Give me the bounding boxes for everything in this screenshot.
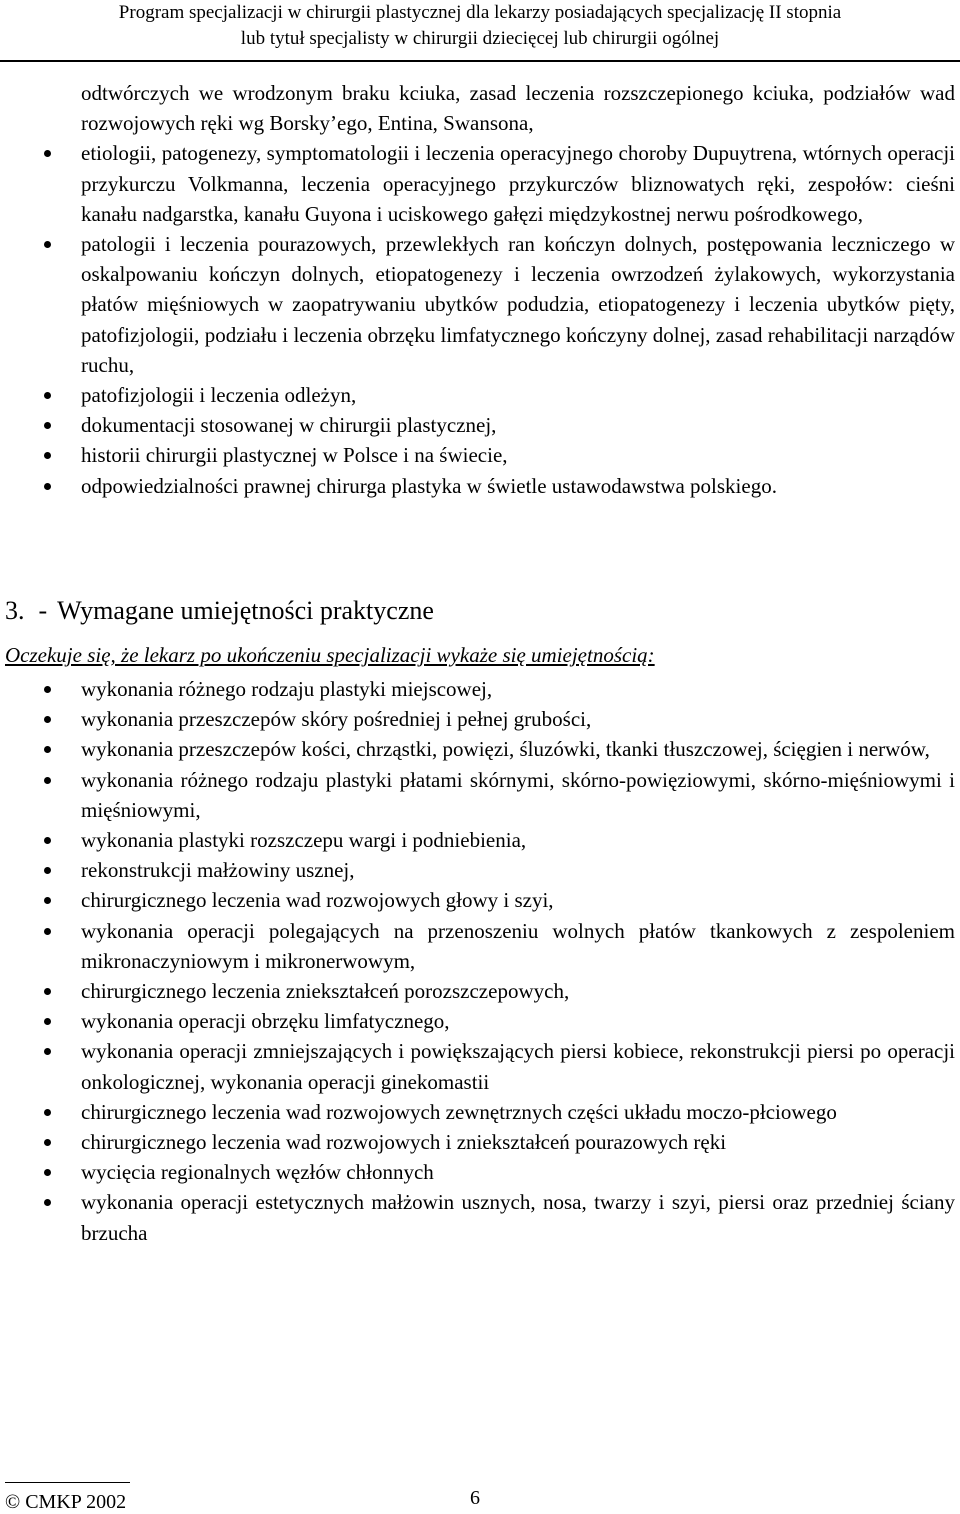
- page-number: 6: [470, 1487, 480, 1509]
- list-item: [0, 1127, 960, 1157]
- list-item-text: dokumentacji stosowanej w chirurgii plastycznej,: [81, 413, 497, 438]
- section-title: Wymagane umiejętności praktyczne: [57, 596, 434, 625]
- list-item-text: wykonania operacji polegających na przenoszeniu wolnych płatów tkankowych z zespoleniem mikronaczyniowym i mikronerwowym,: [81, 918, 955, 973]
- list-item: [0, 916, 960, 976]
- list-item: [0, 1097, 960, 1127]
- list-item-text: chirurgicznego leczenia zniekształceń porozszczepowych,: [81, 979, 570, 1004]
- list-item-text: chirurgicznego leczenia wad rozwojowych głowy i szyi,: [81, 888, 554, 913]
- list-item-text: historii chirurgii plastycznej w Polsce i na świecie,: [81, 443, 508, 468]
- list-item: [0, 765, 960, 825]
- list-item: [0, 1187, 960, 1247]
- list-item: [0, 885, 960, 915]
- section-dash: -: [38, 596, 48, 625]
- list-item: [0, 229, 960, 380]
- page-header: [0, 0, 960, 62]
- list-item-text: odtwórczych we wrodzonym braku kciuka, zasad leczenia rozszczepionego kciuka, podziałów wad rozwojowych ręki wg Borsky’ego, Entina, Swansona,: [81, 81, 955, 136]
- list-item-text: chirurgicznego leczenia wad rozwojowych i zniekształceń pourazowych ręki: [81, 1130, 727, 1155]
- list-item: [0, 674, 960, 704]
- section-number: 3.: [5, 596, 25, 625]
- list-item: [0, 471, 960, 501]
- list-item-text: wykonania przeszczepów kości, chrząstki, powięzi, śluzówki, tkanki tłuszczowej, ścięgien i nerwów,: [81, 737, 930, 762]
- list-item-text: wycięcia regionalnych węzłów chłonnych: [81, 1160, 434, 1185]
- list-item: [0, 1157, 960, 1187]
- header-line-2: lub tytuł specjalisty w chirurgii dziecięcej lub chirurgii ogólnej: [240, 28, 720, 49]
- list-item: [0, 440, 960, 470]
- section-heading: [5, 594, 434, 628]
- list-item-text: wykonania różnego rodzaju plastyki miejscowej,: [81, 677, 493, 701]
- list-item: [0, 78, 960, 138]
- list-item-text: wykonania operacji zmniejszających i powiększających piersi kobiece, rekonstrukcji piersi po operacji onkologicznej, wykonania operacji ginekomastii: [81, 1039, 955, 1094]
- section-intro: Oczekuje się, że lekarz po ukończeniu specjalizacji wykaże się umiejętnością:: [5, 643, 655, 667]
- list-item: [0, 1006, 960, 1036]
- knowledge-list: [0, 78, 960, 501]
- list-item: [0, 734, 960, 764]
- footer-copyright: © CMKP 2002: [5, 1491, 127, 1513]
- list-item-text: rekonstrukcji małżowiny usznej,: [81, 858, 355, 883]
- list-item: [0, 138, 960, 229]
- list-item-text: patofizjologii i leczenia odleżyn,: [81, 383, 357, 408]
- list-item: [0, 380, 960, 410]
- list-item: [0, 410, 960, 440]
- list-item-text: odpowiedzialności prawnej chirurga plastyka w świetle ustawodawstwa polskiego.: [81, 473, 777, 498]
- list-item-text: etiologii, patogenezy, symptomatologii i leczenia operacyjnego choroby Dupuytrena, wtórnych operacji przykurczu Volkmanna, leczenia operacyjnego przykurczów bliznowatych ręki, zespołów: cieśni kanału nadgarstka, kanału Guyona i uciskowego gałęzi międzykostnej nerwu pośrodkowego,: [81, 141, 955, 226]
- skills-list: [0, 674, 960, 1248]
- list-item: [0, 704, 960, 734]
- list-item-text: wykonania różnego rodzaju plastyki płatami skórnymi, skórno-powięziowymi, skórno-mięśniowymi i mięśniowymi,: [81, 767, 955, 822]
- header-line-1: Program specjalizacji w chirurgii plastycznej dla lekarzy posiadających specjalizację II stopnia: [118, 2, 842, 23]
- list-item-text: wykonania operacji estetycznych małżowin usznych, nosa, twarzy i szyi, piersi oraz przedniej ściany brzucha: [81, 1190, 955, 1245]
- footer-rule: [5, 1482, 130, 1483]
- list-item: [0, 976, 960, 1006]
- list-item: [0, 855, 960, 885]
- list-item-text: patologii i leczenia pourazowych, przewlekłych ran kończyn dolnych, postępowania leczniczego w oskalpowaniu kończyn dolnych, etiopatogenezy i leczenia owrzodzeń żylakowych, wykorzystania płatów mięśniowych w zaopatrywaniu ubytków podudzia, etiopatogenezy i leczenia ubytków pięty, patofizjologii, podziału i leczenia obrzęku limfatycznego kończyny dolnej, zasad rehabilitacji narządów ruchu,: [81, 232, 955, 377]
- list-item: [0, 1036, 960, 1096]
- list-item: [0, 825, 960, 855]
- list-item-text: wykonania operacji obrzęku limfatycznego,: [81, 1009, 450, 1034]
- list-item-text: wykonania plastyki rozszczepu wargi i podniebienia,: [81, 828, 527, 853]
- list-item-text: chirurgicznego leczenia wad rozwojowych zewnętrznych części układu moczo-płciowego: [81, 1099, 837, 1124]
- list-item-text: wykonania przeszczepów skóry pośredniej i pełnej grubości,: [81, 707, 592, 732]
